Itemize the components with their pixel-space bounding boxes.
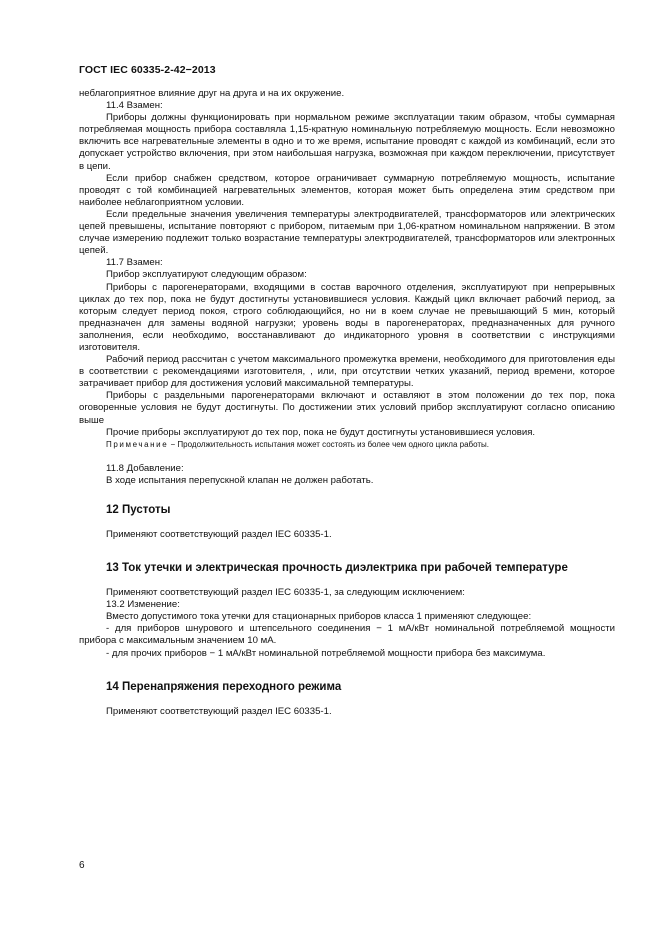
note xyxy=(79,439,615,451)
paragraph: Применяют соответствующий раздел IEC 60335-1. xyxy=(106,705,332,717)
paragraph: Приборы должны функционировать при нормальном режиме эксплуатации таким образом, чтобы суммарная потребляемая мощность прибора составляла 1,15-кратную номинальную потребляемую мощность. Если невозможно включить все нагревательные элементы в одно и то же время, испытание проводят с каждой из комбинаций, если это допускает устройство включения, при этом наибольшая нагрузка, возможная при каждом переключении, присутствует в цепи. xyxy=(79,112,615,172)
note-label: Примечание xyxy=(106,439,169,449)
paragraph: Применяют соответствующий раздел IEC 60335-1, за следующим исключением: xyxy=(106,587,465,599)
section-heading-12: 12 Пустоты xyxy=(106,504,171,516)
document-header: ГОСТ IEC 60335-2-42−2013 xyxy=(79,64,216,76)
clause-heading: 11.8 Добавление: xyxy=(106,462,184,474)
list-item: - для приборов шнурового и штепсельного соединения − 1 мА/кВт номинальной потребляемой мощности прибора с максимальным значением 10 мА. xyxy=(79,623,615,647)
paragraph: В ходе испытания перепускной клапан не должен работать. xyxy=(106,474,374,486)
paragraph: Вместо допустимого тока утечки для стационарных приборов класса 1 применяют следующее: xyxy=(106,611,532,623)
clause-heading: 13.2 Изменение: xyxy=(106,599,180,611)
paragraph: Если прибор снабжен средством, которое ограничивает суммарную потребляемую мощность, испытание проводят с той комбинацией нагревательных элементов, которая может быть определена этим средством при наиболее неблагоприятном условии. xyxy=(79,172,615,208)
note-text: − Продолжительность испытания может состоять из более чем одного цикла работы. xyxy=(168,439,490,449)
section-heading-13: 13 Ток утечки и электрическая прочность диэлектрика при рабочей температуре xyxy=(106,562,568,575)
paragraph: Прибор эксплуатируют следующим образом: xyxy=(106,269,307,281)
paragraph: Если предельные значения увеличения температуры электродвигателей, трансформаторов или электрических цепей превышены, испытание повторяют с прибором, питаемым при 1,06-кратном номинальном напряжении. В этом случае измерению подлежит только возрастание температуры электродвигателей, трансформаторов или электронных цепей. xyxy=(79,208,615,257)
paragraph: неблагоприятное влияние друг на друга и на их окружение. xyxy=(79,88,345,99)
paragraph: Приборы с раздельными парогенераторами включают и оставляют в этом положении до тех пор, пока оговоренные условия не будут достигнуты. По достижении этих условий прибор эксплуатируют согласно описанию выше xyxy=(79,390,615,426)
paragraph: Применяют соответствующий раздел IEC 60335-1. xyxy=(106,529,332,540)
paragraph: Прочие приборы эксплуатируют до тех пор, пока не будут достигнуты установившиеся условия. xyxy=(106,426,536,438)
clause-heading: 11.7 Взамен: xyxy=(106,257,163,269)
page-number: 6 xyxy=(79,860,85,871)
clause-heading: 11.4 Взамен: xyxy=(106,100,163,112)
paragraph: Рабочий период рассчитан с учетом максимального промежутка времени, необходимого для приготовления еды в соответствии с рекомендациями изготовителя, , или, при отсутствии четких указаний, период времени, которое затрачивает прибор для достижения условий максимальной температуры. xyxy=(79,354,615,390)
document-body xyxy=(79,88,615,718)
section-heading-14: 14 Перенапряжения переходного режима xyxy=(106,680,342,693)
paragraph: Приборы с парогенераторами, входящими в состав варочного отделения, эксплуатируют при непрерывных циклах до тех пор, пока не будут достигнуты установившиеся условия. Каждый цикл включает рабочий период, за которым следует период покоя, строго соблюдающийся, но ни в коем случае не превышающий 5 мин, который предназначен для замены водяной нагрузки; уровень воды в парогенераторах, предназначенных для ручного заполнения, если необходимо, восстанавливают до индикаторного уровня в соответствии с инструкциями изготовителя. xyxy=(79,281,615,353)
list-item: - для прочих приборов − 1 мА/кВт номинальной потребляемой мощности прибора без максимума. xyxy=(106,647,546,659)
